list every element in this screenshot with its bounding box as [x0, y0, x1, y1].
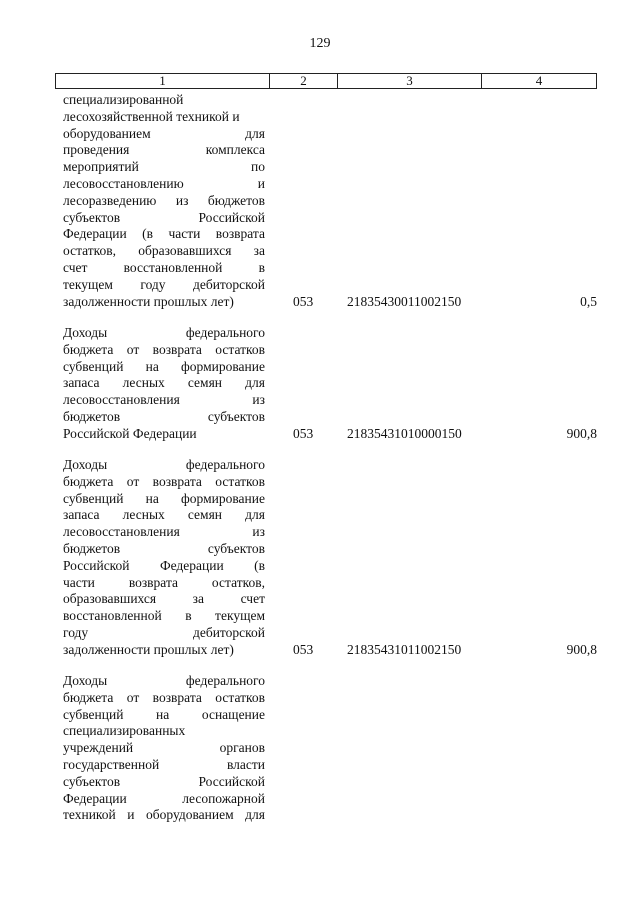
description-line: остатков, образовавшихся за: [63, 243, 265, 259]
description-line: образовавшихся за счет: [63, 591, 265, 607]
description-line: Доходы федерального: [63, 457, 265, 472]
description-line: субвенций на формирование: [63, 358, 265, 374]
description-line: Доходы федерального: [63, 325, 265, 340]
description-line: Федерации лесопожарной: [63, 790, 265, 806]
row-code: 053: [293, 641, 314, 657]
description-line: году дебиторской: [63, 624, 265, 640]
description-line: задолженности прошлых лет): [63, 293, 234, 309]
description-line: текущем году дебиторской: [63, 276, 265, 292]
row-kbk: 21835431011002150: [347, 641, 462, 657]
description-line: субвенций на оснащение: [63, 706, 265, 722]
description-line: Российской Федерации: [63, 425, 197, 441]
row-description: [63, 673, 265, 824]
row-kbk: 21835431010000150: [347, 425, 462, 441]
description-line: лесовосстановлению и: [63, 175, 265, 191]
description-line: субъектов Российской: [63, 209, 265, 225]
description-line: лесовосстановления из: [63, 392, 265, 408]
description-line: счет восстановленной в: [63, 259, 265, 275]
description-line: Российской Федерации (в: [63, 557, 265, 573]
description-line: лесовосстановления из: [63, 524, 265, 540]
description-line: восстановленной в текущем: [63, 608, 265, 624]
description-line: бюджета от возврата остатков: [63, 473, 265, 489]
description-line: Федерации (в части возврата: [63, 226, 265, 242]
row-description: [63, 457, 265, 659]
description-line: мероприятий по: [63, 159, 265, 175]
description-line: субвенций на формирование: [63, 490, 265, 506]
table-column-header: [55, 73, 597, 89]
description-line: запаса лесных семян для: [63, 507, 265, 523]
description-line: задолженности прошлых лет): [63, 641, 234, 657]
row-code: 053: [293, 425, 314, 441]
description-line: специализированной: [63, 92, 184, 107]
column-header-3: 3: [338, 74, 482, 88]
row-amount: 0,5: [580, 293, 597, 309]
description-line: Доходы федерального: [63, 673, 265, 688]
description-line: бюджета от возврата остатков: [63, 341, 265, 357]
row-description: [63, 325, 265, 443]
row-amount: 900,8: [566, 425, 597, 441]
column-header-2: 2: [270, 74, 338, 88]
description-line: части возврата остатков,: [63, 574, 265, 590]
description-line: лесоразведению из бюджетов: [63, 192, 265, 208]
description-line: техникой и оборудованием для: [63, 807, 265, 823]
row-amount: 900,8: [566, 641, 597, 657]
row-code: 053: [293, 293, 314, 309]
row-kbk: 21835430011002150: [347, 293, 462, 309]
column-header-1: 1: [56, 74, 270, 88]
description-line: учреждений органов: [63, 740, 265, 756]
description-line: запаса лесных семян для: [63, 375, 265, 391]
column-header-4: 4: [535, 73, 543, 88]
description-line: лесохозяйственной техникой и: [63, 108, 240, 124]
description-line: специализированных: [63, 723, 186, 739]
description-line: оборудованием для: [63, 125, 265, 141]
row-description: [63, 92, 265, 310]
description-line: бюджетов субъектов: [63, 408, 265, 424]
description-line: субъектов Российской: [63, 773, 265, 789]
description-line: проведения комплекса: [63, 142, 265, 158]
description-line: бюджета от возврата остатков: [63, 689, 265, 705]
description-line: бюджетов субъектов: [63, 540, 265, 556]
page-number: 129: [309, 36, 331, 51]
description-line: государственной власти: [63, 756, 265, 772]
